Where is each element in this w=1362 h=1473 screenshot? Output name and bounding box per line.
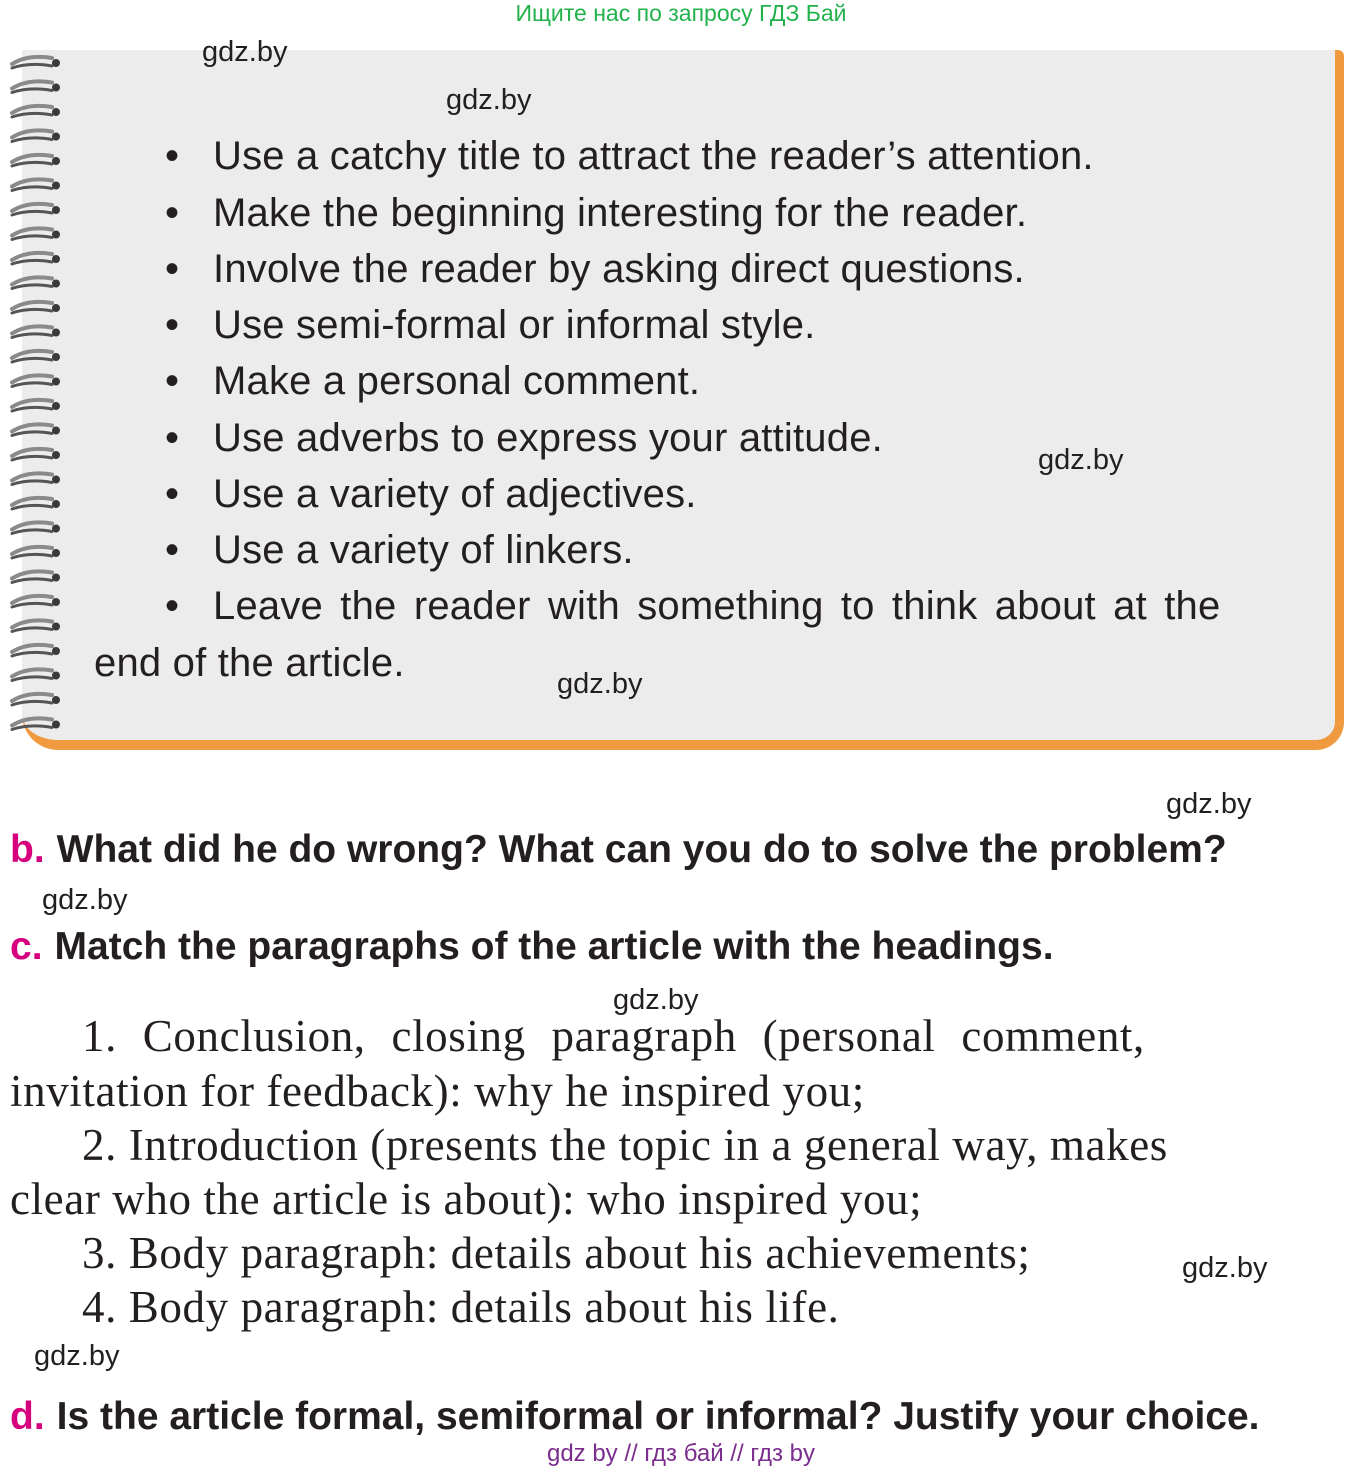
- tip-text: Use a variety of adjectives.: [213, 472, 697, 516]
- bullet-icon: •: [165, 416, 180, 460]
- spiral-ring: [12, 204, 60, 215]
- spiral-ring: [12, 571, 60, 582]
- spiral-ring: [12, 81, 60, 92]
- task-d: [10, 1395, 1260, 1439]
- notebook-spiral-icon: [8, 52, 68, 732]
- tip-text: Use a variety of linkers.: [213, 528, 634, 572]
- spiral-ring: [12, 375, 60, 386]
- spiral-ring: [12, 498, 60, 509]
- tip-text-continued: end of the article.: [94, 641, 405, 685]
- spiral-ring: [12, 155, 60, 166]
- tip-text: Use a catchy title to attract the reader’s attention.: [213, 134, 1094, 178]
- tip-text: Involve the reader by asking direct questions.: [213, 247, 1025, 291]
- spiral-ring: [12, 253, 60, 264]
- watermark: gdz.by: [1038, 444, 1124, 476]
- spiral-ring: [12, 473, 60, 484]
- heading-option-continued: clear who the article is about): who inspired you;: [10, 1174, 923, 1224]
- tip-text: Make the beginning interesting for the reader.: [213, 191, 1028, 235]
- spiral-ring: [12, 400, 60, 411]
- spiral-ring: [12, 449, 60, 460]
- heading-option: 4. Body paragraph: details about his life.: [82, 1282, 840, 1332]
- spiral-ring: [12, 718, 60, 729]
- watermark: gdz.by: [42, 884, 128, 916]
- task-c: [10, 925, 1054, 969]
- spiral-ring: [12, 228, 60, 239]
- spiral-ring: [12, 57, 60, 68]
- task-letter: d.: [10, 1395, 45, 1438]
- bullet-icon: •: [165, 584, 180, 628]
- bullet-icon: •: [165, 191, 180, 235]
- bullet-icon: •: [165, 134, 180, 178]
- spiral-ring: [12, 326, 60, 337]
- tip-item: [165, 584, 1220, 629]
- task-text: Match the paragraphs of the article with the headings.: [54, 925, 1054, 968]
- spiral-ring: [12, 106, 60, 117]
- spiral-ring: [12, 620, 60, 631]
- tip-item: [165, 247, 1025, 292]
- bullet-icon: •: [165, 472, 180, 516]
- tip-item: [165, 416, 883, 461]
- tip-item: [165, 359, 700, 404]
- spiral-ring: [12, 694, 60, 705]
- task-letter: c.: [10, 925, 43, 968]
- spiral-ring: [12, 596, 60, 607]
- tip-item: [165, 528, 634, 573]
- bullet-icon: •: [165, 528, 180, 572]
- watermark: gdz.by: [34, 1340, 120, 1372]
- heading-option-continued: invitation for feedback): why he inspired you;: [10, 1066, 865, 1116]
- watermark: gdz.by: [557, 668, 643, 700]
- tip-item: [165, 472, 697, 517]
- spiral-ring: [12, 645, 60, 656]
- spiral-ring: [12, 277, 60, 288]
- spiral-ring: [12, 351, 60, 362]
- top-banner[interactable]: Ищите нас по запросу ГДЗ Бай: [515, 0, 847, 26]
- heading-option: 1. Conclusion, closing paragraph (personal comment,: [82, 1011, 1145, 1061]
- watermark: gdz.by: [202, 36, 288, 68]
- heading-option: 2. Introduction (presents the topic in a general way, makes: [82, 1120, 1168, 1170]
- footer-links[interactable]: gdz by // гдз бай // гдз by: [546, 1440, 816, 1467]
- task-text: What did he do wrong? What can you do to solve the problem?: [56, 828, 1227, 871]
- spiral-ring: [12, 547, 60, 558]
- bullet-icon: •: [165, 359, 180, 403]
- spiral-ring: [12, 302, 60, 313]
- task-b: [10, 828, 1227, 872]
- watermark: gdz.by: [446, 84, 532, 116]
- spiral-ring: [12, 424, 60, 435]
- tip-text: Use semi-formal or informal style.: [213, 303, 816, 347]
- watermark: gdz.by: [1166, 788, 1252, 820]
- tip-text: Leave the reader with something to think about at the: [213, 584, 1221, 628]
- task-text: Is the article formal, semiformal or informal? Justify your choice.: [56, 1395, 1260, 1438]
- tip-item: [165, 303, 815, 348]
- tip-text: Make a personal comment.: [213, 359, 701, 403]
- watermark: gdz.by: [1182, 1252, 1268, 1284]
- spiral-ring: [12, 669, 60, 680]
- bullet-icon: •: [165, 303, 180, 347]
- spiral-ring: [12, 522, 60, 533]
- spiral-ring: [12, 179, 60, 190]
- tip-item: [165, 191, 1027, 236]
- watermark: gdz.by: [613, 984, 699, 1016]
- bullet-icon: •: [165, 247, 180, 291]
- tip-text: Use adverbs to express your attitude.: [213, 416, 883, 460]
- heading-option: 3. Body paragraph: details about his achievements;: [82, 1228, 1031, 1278]
- spiral-ring: [12, 130, 60, 141]
- task-letter: b.: [10, 828, 45, 871]
- tip-item: [165, 134, 1094, 179]
